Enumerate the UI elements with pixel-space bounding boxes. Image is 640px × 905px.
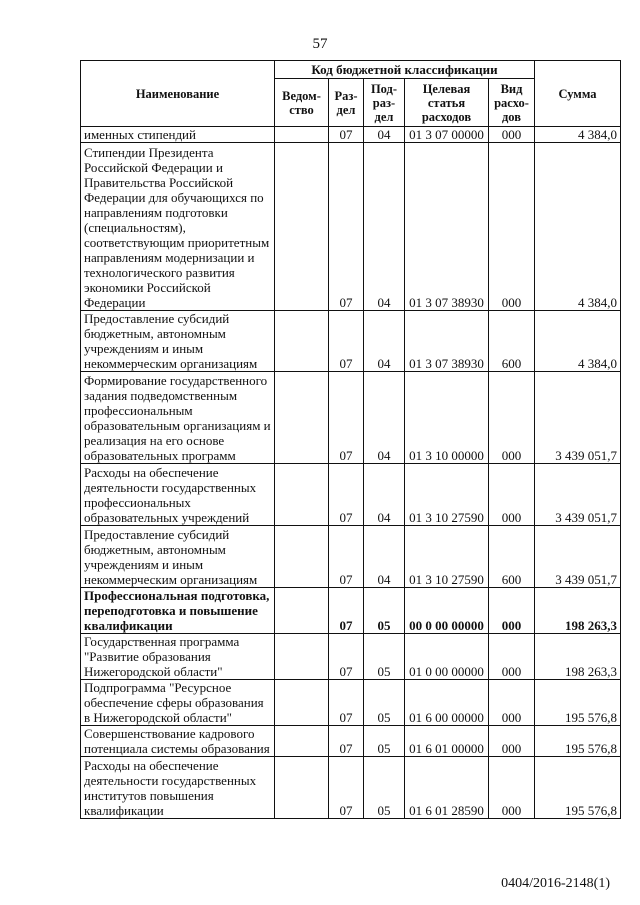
row-sum: 195 576,8 bbox=[535, 680, 621, 726]
row-vid: 000 bbox=[489, 726, 535, 757]
table-row bbox=[81, 588, 621, 634]
row-name: Государственная программа "Развитие образования Нижегородской области" bbox=[81, 634, 275, 680]
row-razdel: 07 bbox=[329, 311, 364, 372]
row-razdel: 07 bbox=[329, 757, 364, 819]
row-vid: 000 bbox=[489, 588, 535, 634]
row-sum: 198 263,3 bbox=[535, 634, 621, 680]
table-row bbox=[81, 680, 621, 726]
row-celevaya: 01 3 07 38930 bbox=[405, 143, 489, 311]
row-name: именных стипендий bbox=[81, 127, 275, 143]
row-name: Расходы на обеспечение деятельности государственных институтов повышения квалификации bbox=[81, 757, 275, 819]
row-vid: 000 bbox=[489, 680, 535, 726]
row-celevaya: 01 6 00 00000 bbox=[405, 680, 489, 726]
row-name: Предоставление субсидий бюджетным, автономным учреждениям и иным некоммерческим организациям bbox=[81, 311, 275, 372]
row-name: Профессиональная подготовка, переподготовка и повышение квалификации bbox=[81, 588, 275, 634]
table-row bbox=[81, 726, 621, 757]
row-celevaya: 01 3 10 00000 bbox=[405, 372, 489, 464]
row-vedomstvo bbox=[275, 634, 329, 680]
row-sum: 4 384,0 bbox=[535, 311, 621, 372]
row-razdel: 07 bbox=[329, 127, 364, 143]
table-row bbox=[81, 757, 621, 819]
header-vedomstvo: Ведом-ство bbox=[275, 79, 329, 127]
row-sum: 4 384,0 bbox=[535, 127, 621, 143]
table-row bbox=[81, 464, 621, 526]
row-name: Предоставление субсидий бюджетным, автономным учреждениям и иным некоммерческим организациям bbox=[81, 526, 275, 588]
row-name: Стипендии Президента Российской Федерации и Правительства Российской Федерации для обучающихся по направлениям подготовки (специальностям), соответствующим приоритетным направлениям модернизации и технологического развития экономики Российской Федерации bbox=[81, 143, 275, 311]
row-celevaya: 00 0 00 00000 bbox=[405, 588, 489, 634]
header-podrazdel: Под-раз-дел bbox=[364, 79, 405, 127]
row-podrazdel: 04 bbox=[364, 311, 405, 372]
row-razdel: 07 bbox=[329, 372, 364, 464]
row-celevaya: 01 3 10 27590 bbox=[405, 464, 489, 526]
table-row bbox=[81, 311, 621, 372]
row-name: Расходы на обеспечение деятельности государственных профессиональных образовательных учреждений bbox=[81, 464, 275, 526]
table-row bbox=[81, 526, 621, 588]
row-podrazdel: 04 bbox=[364, 372, 405, 464]
row-vedomstvo bbox=[275, 526, 329, 588]
table-row bbox=[81, 634, 621, 680]
row-podrazdel: 05 bbox=[364, 757, 405, 819]
header-vid: Вид расхо-дов bbox=[489, 79, 535, 127]
header-celevaya: Целевая статья расходов bbox=[405, 79, 489, 127]
row-vedomstvo bbox=[275, 372, 329, 464]
row-razdel: 07 bbox=[329, 588, 364, 634]
row-name: Формирование государственного задания подведомственным профессиональным образовательным организациям и реализация на его основе образовательных программ bbox=[81, 372, 275, 464]
row-podrazdel: 04 bbox=[364, 127, 405, 143]
row-vid: 600 bbox=[489, 311, 535, 372]
row-podrazdel: 04 bbox=[364, 526, 405, 588]
row-vid: 600 bbox=[489, 526, 535, 588]
row-vedomstvo bbox=[275, 757, 329, 819]
row-vid: 000 bbox=[489, 464, 535, 526]
row-vedomstvo bbox=[275, 127, 329, 143]
row-razdel: 07 bbox=[329, 680, 364, 726]
header-name: Наименование bbox=[81, 61, 275, 127]
table-row bbox=[81, 127, 621, 143]
row-vedomstvo bbox=[275, 726, 329, 757]
row-razdel: 07 bbox=[329, 464, 364, 526]
row-podrazdel: 04 bbox=[364, 143, 405, 311]
row-podrazdel: 05 bbox=[364, 680, 405, 726]
row-name: Совершенствование кадрового потенциала системы образования bbox=[81, 726, 275, 757]
table-row bbox=[81, 143, 621, 311]
row-celevaya: 01 6 01 28590 bbox=[405, 757, 489, 819]
row-razdel: 07 bbox=[329, 726, 364, 757]
row-sum: 195 576,8 bbox=[535, 757, 621, 819]
header-sum: Сумма bbox=[535, 61, 621, 127]
header-razdel: Раз-дел bbox=[329, 79, 364, 127]
row-celevaya: 01 3 10 27590 bbox=[405, 526, 489, 588]
row-celevaya: 01 3 07 00000 bbox=[405, 127, 489, 143]
row-name: Подпрограмма "Ресурсное обеспечение сферы образования в Нижегородской области" bbox=[81, 680, 275, 726]
row-sum: 195 576,8 bbox=[535, 726, 621, 757]
row-sum: 3 439 051,7 bbox=[535, 464, 621, 526]
row-razdel: 07 bbox=[329, 143, 364, 311]
table-row bbox=[81, 372, 621, 464]
page-number: 57 bbox=[312, 36, 328, 52]
row-vid: 000 bbox=[489, 372, 535, 464]
row-vedomstvo bbox=[275, 588, 329, 634]
row-vedomstvo bbox=[275, 311, 329, 372]
row-sum: 3 439 051,7 bbox=[535, 526, 621, 588]
row-sum: 198 263,3 bbox=[535, 588, 621, 634]
row-vedomstvo bbox=[275, 680, 329, 726]
row-celevaya: 01 3 07 38930 bbox=[405, 311, 489, 372]
header-classification: Код бюджетной классификации bbox=[275, 61, 535, 79]
row-celevaya: 01 6 01 00000 bbox=[405, 726, 489, 757]
row-vid: 000 bbox=[489, 143, 535, 311]
row-sum: 3 439 051,7 bbox=[535, 372, 621, 464]
row-celevaya: 01 0 00 00000 bbox=[405, 634, 489, 680]
row-razdel: 07 bbox=[329, 526, 364, 588]
row-vid: 000 bbox=[489, 634, 535, 680]
row-vid: 000 bbox=[489, 127, 535, 143]
row-podrazdel: 04 bbox=[364, 464, 405, 526]
row-vid: 000 bbox=[489, 757, 535, 819]
row-vedomstvo bbox=[275, 143, 329, 311]
row-podrazdel: 05 bbox=[364, 726, 405, 757]
row-podrazdel: 05 bbox=[364, 634, 405, 680]
document-code: 0404/2016-2148(1) bbox=[501, 876, 610, 891]
row-sum: 4 384,0 bbox=[535, 143, 621, 311]
row-razdel: 07 bbox=[329, 634, 364, 680]
budget-table bbox=[80, 60, 621, 819]
row-vedomstvo bbox=[275, 464, 329, 526]
row-podrazdel: 05 bbox=[364, 588, 405, 634]
